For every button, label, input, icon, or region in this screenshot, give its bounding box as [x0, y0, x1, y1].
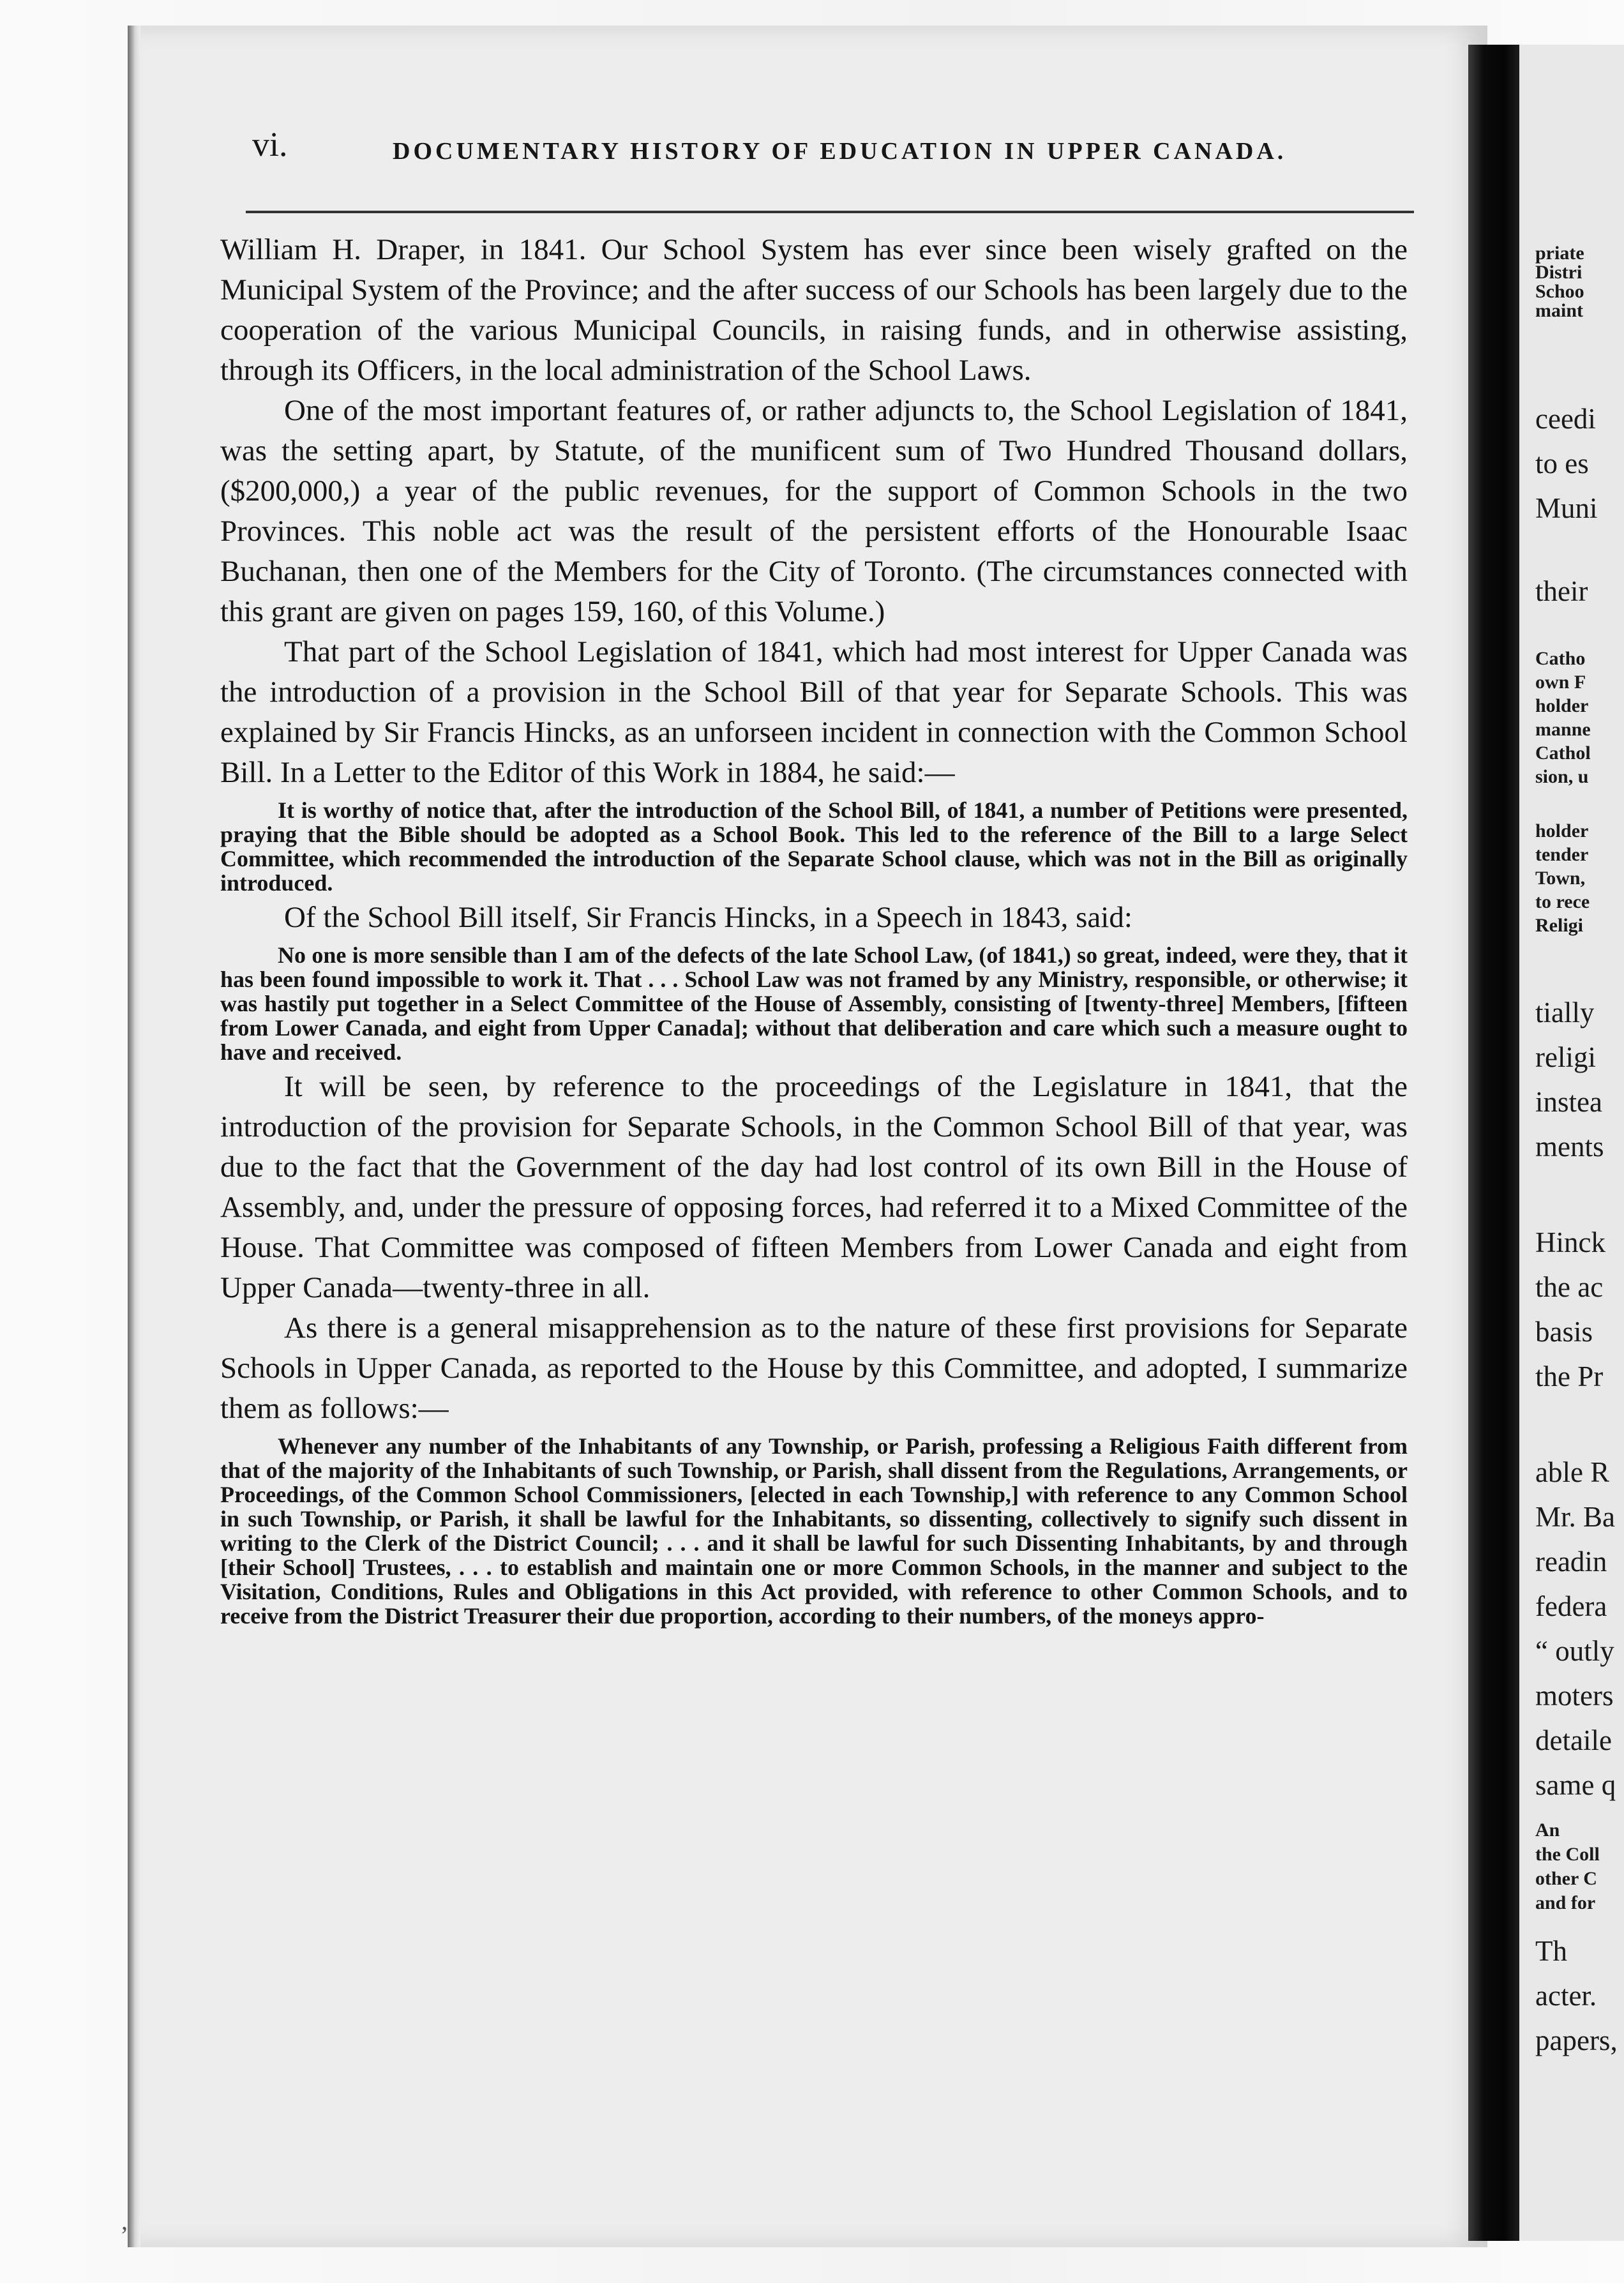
facing-page-fragment: Muni — [1535, 492, 1598, 524]
facing-page-fragment: holder — [1535, 695, 1589, 716]
facing-page-fragment: papers, — [1535, 2024, 1618, 2056]
facing-page-fragment: Th — [1535, 1935, 1567, 1967]
facing-page-fragment: to es — [1535, 448, 1589, 479]
facing-page-fragment: detaile — [1535, 1724, 1612, 1756]
facing-page-fragment: able R — [1535, 1456, 1610, 1488]
facing-page-fragment: the Coll — [1535, 1844, 1600, 1865]
facing-page-fragment: to rece — [1535, 891, 1590, 912]
facing-page-fragment: Schoo — [1535, 281, 1584, 302]
facing-page-fragment: federa — [1535, 1590, 1607, 1622]
facing-page-fragment: manne — [1535, 719, 1591, 740]
facing-page-fragment: Cathol — [1535, 742, 1591, 764]
paragraph: As there is a general misapprehension as to the nature of these first provisions for Separate Schools in Upper Canada, as reported to the House by this Committee, and adopted, I summarize them as follows:— — [220, 1311, 1408, 1425]
facing-page-fragment: Religi — [1535, 915, 1583, 936]
facing-page-fragment: holder — [1535, 820, 1589, 841]
paragraph: That part of the School Legislation of 1841, which had most interest for Upper Canada was the introduction of a provision in the School Bill of that year for Separate Schools. This was explained by Sir Francis Hincks, as an unforseen incident in connection with the Common School Bill. In a Letter to the Editor of this Work in 1884, he said:— — [220, 635, 1408, 789]
main-text — [220, 230, 1408, 1631]
running-header — [252, 124, 1420, 182]
facing-page-fragment: the Pr — [1535, 1360, 1604, 1392]
facing-page-fragment: religi — [1535, 1041, 1596, 1073]
block-quote: No one is more sensible than I am of the defects of the late School Law, (of 1841,) so great, indeed, were they, that it has been found impossible to work it. That . . . School Law was not framed by any Ministry, responsible, or otherwise; it was hastily put together in a Select Committee of the House of Assembly, consisting of [twenty-three] Members, [fifteen from Lower Canada, and eight from Upper Canada]; without that deliberation and care which such a measure ought to have and received. — [220, 942, 1408, 1065]
facing-page-fragment: own F — [1535, 672, 1586, 693]
facing-page-fragment: ceedi — [1535, 403, 1596, 435]
facing-page-fragment: moters — [1535, 1680, 1614, 1712]
facing-page-fragment: acter. — [1535, 1980, 1597, 2012]
paragraph: William H. Draper, in 1841. Our School System has ever since been wisely grafted on the Municipal System of the Province; and the after success of our Schools has been largely due to the cooperation of the various Municipal Councils, in raising funds, and in otherwise assisting, through its Officers, in the local administration of the School Laws. — [220, 233, 1408, 387]
facing-page-fragment: same q — [1535, 1769, 1616, 1801]
margin-mark: , — [121, 2206, 128, 2235]
facing-page-fragment: other C — [1535, 1868, 1597, 1889]
facing-page-fragment: An — [1535, 1820, 1560, 1841]
facing-page-fragment: maint — [1535, 300, 1583, 321]
paragraph: One of the most important features of, or rather adjuncts to, the School Legislation of 1841, was the setting apart, by Statute, of the munificent sum of Two Hundred Thousand dollars, ($200,000,) a year of the public revenues, for the support of Common Schools in the two Provinces. This noble act was the result of the persistent efforts of the Honourable Isaac Buchanan, then one of the Members for the City of Toronto. (The circumstances connected with this grant are given on pages 159, 160, of this Volume.) — [220, 394, 1408, 628]
book-spine — [1468, 45, 1519, 2241]
facing-page-fragment: ments — [1535, 1131, 1604, 1163]
facing-page-fragment: tially — [1535, 997, 1595, 1028]
running-title: DOCUMENTARY HISTORY OF EDUCATION IN UPPER CANADA. — [393, 138, 1287, 165]
facing-page-fragment: Town, — [1535, 868, 1586, 889]
block-quote: It is worthy of notice that, after the introduction of the School Bill, of 1841, a number of Petitions were presented, praying that the Bible should be adopted as a School Book. This led to the reference of the Bill to a large Select Committee, which recommended the introduction of the Separate School clause, which was not in the Bill as originally introduced. — [220, 797, 1408, 896]
facing-page-fragment: sion, u — [1535, 766, 1589, 787]
facing-page-fragment: basis — [1535, 1316, 1593, 1348]
facing-page-fragment: Hinck — [1535, 1226, 1605, 1258]
facing-page-fragment: Catho — [1535, 648, 1586, 669]
facing-page-fragment: tender — [1535, 844, 1589, 865]
facing-page-fragment: priate — [1535, 243, 1584, 264]
facing-page-fragment: instea — [1535, 1086, 1602, 1118]
facing-page-fragment: the ac — [1535, 1271, 1604, 1303]
paragraph: Of the School Bill itself, Sir Francis Hincks, in a Speech in 1843, said: — [284, 901, 1132, 934]
facing-page-fragment: and for — [1535, 1892, 1596, 1913]
facing-page-fragment: readin — [1535, 1546, 1607, 1578]
block-quote: Whenever any number of the Inhabitants of any Township, or Parish, professing a Religious Faith different from that of the majority of the Inhabitants of such Township, or Parish, shall dissent from the Regulations, Arrangements, or Proceedings, of the Common School Commissioners, [elected in each Township,] with reference to any Common School in such Township, or Parish, it shall be lawful for the Inhabitants, so dissenting, collectively to signify such dissent in writing to the Clerk of the District Council; . . . and it shall be lawful for such Dissenting Inhabitants, by and through [their School] Trustees, . . . to establish and maintain one or more Common Schools, in the manner and subject to the Visitation, Conditions, Rules and Obligations in this Act provided, with reference to other Common Schools, and to receive from the District Treasurer their due proportion, according to their numbers, of the moneys appro- — [220, 1433, 1408, 1629]
page-number: vi. — [252, 125, 288, 163]
facing-page-fragment: “ outly — [1535, 1635, 1614, 1667]
facing-page-fragment: Mr. Ba — [1535, 1501, 1616, 1533]
header-rule — [246, 211, 1414, 213]
paragraph: It will be seen, by reference to the proceedings of the Legislature in 1841, that the introduction of the provision for Separate Schools, in the Common School Bill of that year, was due to the fact that the Government of the day had lost control of its own Bill in the House of Assembly, and, under the pressure of opposing forces, had referred it to a Mixed Committee of the House. That Committee was composed of fifteen Members from Lower Canada and eight from Upper Canada—twenty-three in all. — [220, 1070, 1408, 1304]
facing-page-fragment: their — [1535, 575, 1588, 607]
facing-page-fragment: Distri — [1535, 262, 1583, 283]
page-left-edge — [128, 26, 140, 2247]
